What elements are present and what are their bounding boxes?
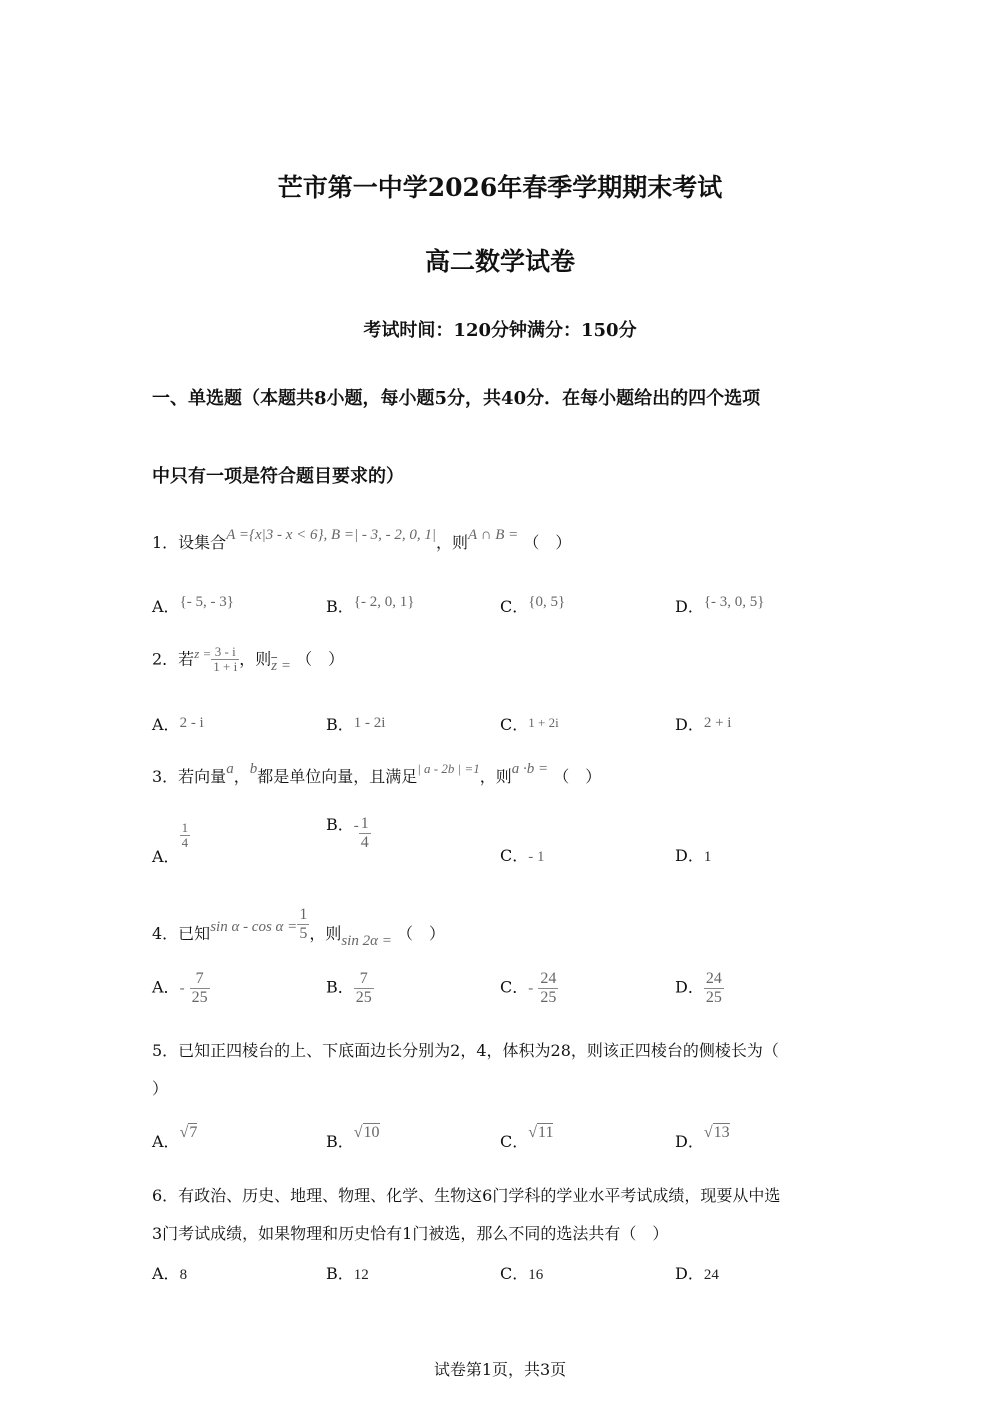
q1-mid: ，则	[436, 533, 469, 552]
question-3: 3．若向量a，b都是单位向量，且满足$^{| a - 2b | =1}$，则a ·b = （ ）	[152, 761, 602, 786]
section-heading-line1: 一、单选题（本题共8小题，每小题5分，共40分．在每小题给出的四个选项	[152, 388, 761, 409]
question-6-line1: 6．有政治、历史、地理、物理、化学、生物这6门学科的学业水平考试成绩，现要从中选	[152, 1186, 781, 1205]
q1-option-b[interactable]: B．{- 2, 0, 1}	[326, 594, 415, 616]
q4-option-b[interactable]: B． $\frac{7}{25}$	[326, 970, 372, 1006]
q2-z: z =	[194, 646, 212, 662]
question-4: 4．已知sin α - cos α = $\frac{1}{5}$ ，则sin 2α = （ ）	[152, 906, 445, 949]
question-6-line2: 3门考试成绩，如果物理和历史恰有1门被选，那么不同的选法共有（ ）	[152, 1224, 669, 1243]
q6-option-c[interactable]: C．16	[500, 1264, 544, 1283]
page-footer: 试卷第1页，共3页	[433, 1360, 567, 1379]
q1-option-c[interactable]: C．{0, 5}	[500, 594, 566, 616]
q4-option-c[interactable]: C．- $\frac{24}{25}$	[500, 970, 557, 1006]
q4-ask: sin 2α =	[341, 932, 392, 949]
q2-option-c[interactable]: C．1 + 2i	[500, 715, 559, 734]
q1-option-a[interactable]: A．{- 5, - 3}	[152, 594, 234, 616]
q1-blank: （ ）	[523, 533, 572, 552]
q4-lhs: sin α - cos α =	[210, 918, 298, 935]
q5-option-d[interactable]: D．√13	[675, 1124, 730, 1151]
q2-option-a[interactable]: A．2 - i	[152, 715, 204, 734]
q2-option-d[interactable]: D．2 + i	[675, 715, 732, 734]
q5-option-a[interactable]: A．√7	[152, 1124, 198, 1151]
q1-ask: A ∩ B =	[468, 527, 519, 543]
exam-info: 考试时间：120分钟满分：150分	[363, 320, 637, 341]
q1-prefix: 1．设集合	[152, 533, 227, 552]
question-1	[152, 527, 572, 553]
q1-option-d[interactable]: D．{- 3, 0, 5}	[675, 594, 765, 616]
question-5-line2: ）	[152, 1079, 169, 1098]
q2-fraction: $\frac{3 - i}{1 + i}$	[213, 644, 238, 675]
q3-option-b[interactable]: B．- $\frac{1}{4}$	[326, 814, 369, 851]
q4-option-d[interactable]: D． $\frac{24}{25}$	[675, 970, 722, 1006]
question-2: 2．若$^{z =}$ $\frac{3 - i}{1 + i}$ ，则$\overline{z}$ = （ ）	[152, 644, 345, 675]
q2-option-b[interactable]: B．1 - 2i	[326, 715, 386, 734]
q1-set-expression: A ={x|3 - x < 6}, B =| - 3, - 2, 0, 1|	[226, 527, 437, 543]
q3-ask: a ·b =	[511, 761, 549, 777]
q3-condition: | a - 2b | =1	[417, 761, 480, 776]
q3-vector-a: a	[226, 761, 234, 777]
q5-option-b[interactable]: B．√10	[326, 1124, 380, 1151]
q3-vector-b: b	[249, 761, 258, 777]
section-heading-line2: 中只有一项是符合题目要求的）	[152, 466, 404, 487]
q3-option-c[interactable]: C．- 1	[500, 846, 545, 865]
q2-zbar: $\overline{z}$ =	[271, 658, 291, 675]
question-5-line1: 5．已知正四棱台的上、下底面边长分别为2，4，体积为28，则该正四棱台的侧棱长为（	[152, 1041, 779, 1060]
q6-option-a[interactable]: A．8	[152, 1264, 188, 1283]
q6-option-d[interactable]: D．24	[675, 1264, 719, 1283]
q3-option-a[interactable]: A． $\frac{1}{4}$	[152, 820, 189, 867]
q5-option-c[interactable]: C．√11	[500, 1124, 554, 1151]
q3-option-d[interactable]: D．1	[675, 846, 712, 865]
q4-fraction: $\frac{1}{5}$	[299, 906, 308, 942]
q6-option-b[interactable]: B．12	[326, 1264, 369, 1283]
q4-option-a[interactable]: A．- $\frac{7}{25}$	[152, 970, 208, 1006]
exam-subtitle: 高二数学试卷	[424, 247, 575, 276]
exam-title: 芒市第一中学2026年春季学期期末考试	[277, 173, 723, 202]
